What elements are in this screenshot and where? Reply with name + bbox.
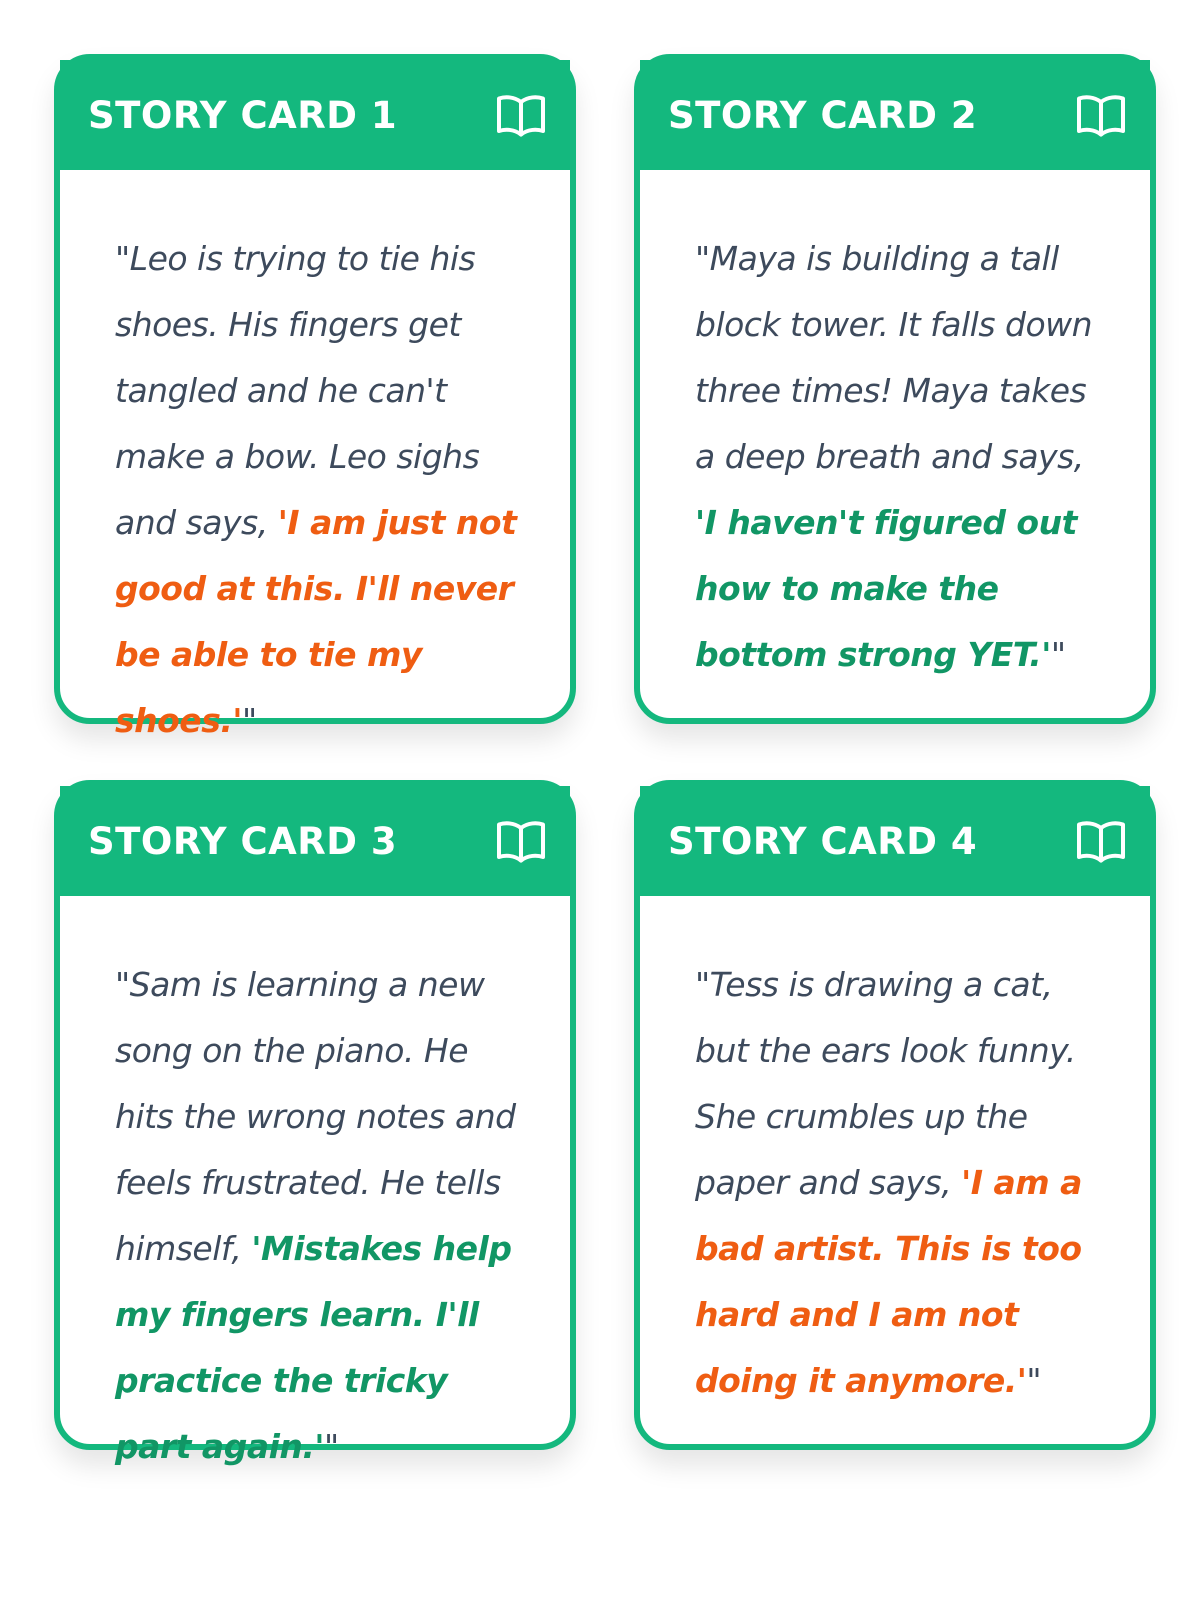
story-card-3[interactable] bbox=[54, 780, 576, 1466]
book-icon bbox=[496, 93, 546, 137]
growth-mindset-quote: 'I haven't figured out how to make the bottom strong YET.' bbox=[695, 503, 1077, 674]
fixed-mindset-quote: 'I am just not good at this. I'll never be able to tie my shoes.' bbox=[115, 503, 517, 740]
story-card-2[interactable] bbox=[634, 54, 1156, 724]
card-title: STORY CARD 3 bbox=[88, 819, 398, 863]
story-intro: "Leo is trying to tie his shoes. His fingers get tangled and he can't make a bow. Leo sighs and says, bbox=[115, 239, 480, 542]
story-close: " bbox=[241, 701, 257, 740]
story-card-1[interactable] bbox=[54, 54, 576, 740]
book-icon bbox=[1076, 819, 1126, 863]
story-close: " bbox=[1050, 635, 1066, 674]
growth-mindset-quote: 'Mistakes help my fingers learn. I'll practice the tricky part again.' bbox=[115, 1229, 512, 1466]
story-text bbox=[115, 226, 530, 754]
card-body bbox=[60, 896, 570, 1480]
card-header bbox=[60, 786, 570, 896]
story-card-4[interactable] bbox=[634, 780, 1156, 1450]
book-icon bbox=[496, 819, 546, 863]
story-text bbox=[115, 952, 530, 1480]
story-card-grid bbox=[54, 54, 1156, 1466]
story-close: " bbox=[1026, 1361, 1042, 1400]
book-icon bbox=[1076, 93, 1126, 137]
fixed-mindset-quote: 'I am a bad artist. This is too hard and I am not doing it anymore.' bbox=[695, 1163, 1082, 1400]
story-intro: "Sam is learning a new song on the piano. He hits the wrong notes and feels frustrated. He tells himself, bbox=[115, 965, 516, 1268]
card-header bbox=[60, 60, 570, 170]
card-header bbox=[640, 786, 1150, 896]
card-title: STORY CARD 1 bbox=[88, 93, 398, 137]
card-title: STORY CARD 2 bbox=[668, 93, 978, 137]
story-intro: "Tess is drawing a cat, but the ears look funny. She crumbles up the paper and says, bbox=[695, 965, 1076, 1202]
story-text bbox=[695, 952, 1110, 1414]
card-title: STORY CARD 4 bbox=[668, 819, 978, 863]
story-intro: "Maya is building a tall block tower. It falls down three times! Maya takes a deep breath and says, bbox=[695, 239, 1093, 476]
card-body bbox=[640, 896, 1150, 1444]
card-body bbox=[60, 170, 570, 754]
story-close: " bbox=[324, 1427, 339, 1466]
card-header bbox=[640, 60, 1150, 170]
story-text bbox=[695, 226, 1110, 688]
card-body bbox=[640, 170, 1150, 718]
